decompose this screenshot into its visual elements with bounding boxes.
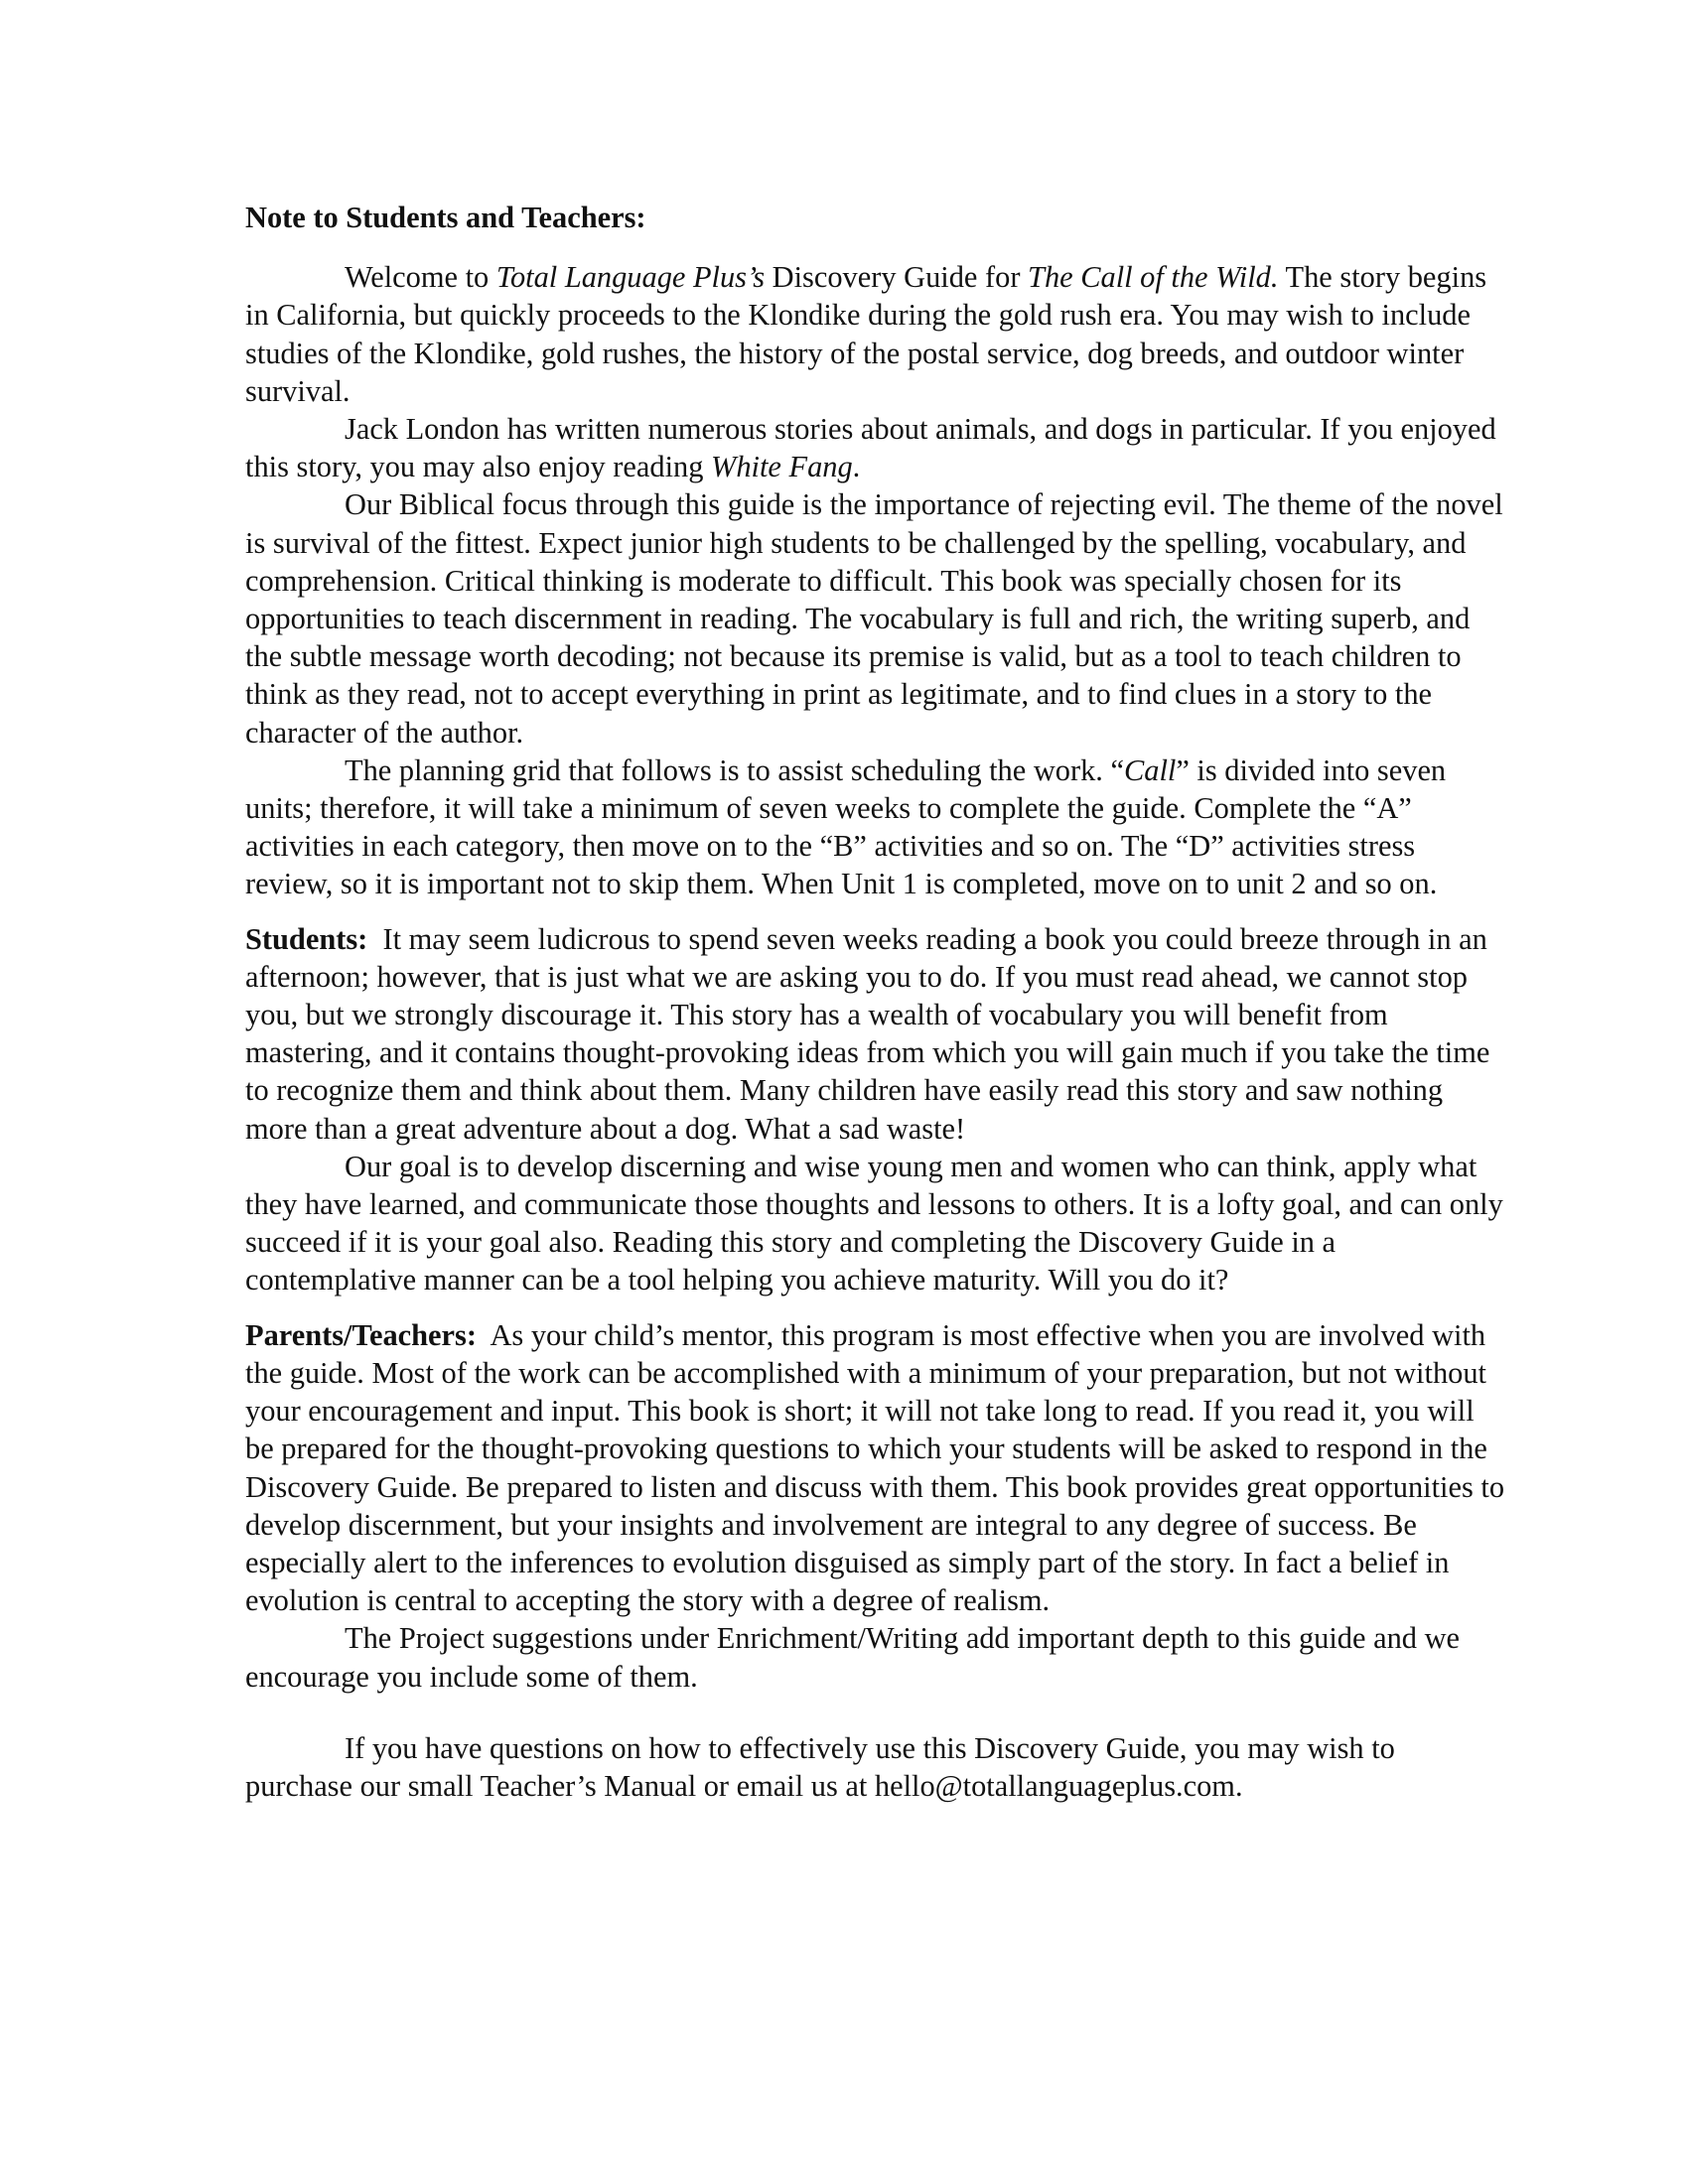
white-fang-title: White Fang [711,450,853,484]
book-title: The Call of the Wild. [1028,260,1279,295]
parents-label: Parents/Teachers: [245,1317,477,1352]
intro-paragraph-planning [245,751,1506,903]
planning-text: The planning grid that follows is to assist scheduling the work. “ [345,752,1124,787]
students-paragraph [245,920,1506,1148]
publisher-name: Total Language Plus’s [495,260,766,295]
page-heading: Note to Students and Teachers: [245,201,646,234]
parents-text: As your child’s mentor, this program is most effective when you are involved with the guide. Most of the work can be accomplished with a minimum of your preparation, but not without your encouragement and input. This book is short; it will not take long to read. If you read it, you will be prepared for the thought-provoking questions to which your students will be asked to respond in the Discovery Guide. Be prepared to listen and discuss with them. This book provides great opportunities to develop discernment, but your insights and involvement are integral to any degree of success. Be especially alert to the inferences to evolution disguised as simply part of the story. In fact a belief in evolution is central to accepting the story with a degree of realism. [245,1317,1512,1618]
intro-paragraph-welcome [245,258,1506,410]
students-label: Students: [245,921,368,956]
students-goal-paragraph: Our goal is to develop discerning and wise young men and women who can think, apply what they have learned, and communicate those thoughts and lessons to others. It is a lofty goal, and can only succeed if it is your goal also. Reading this story and completing the Discovery Guide in a contemplative manner can be a tool helping you achieve maturity. Will you do it? [245,1149,1503,1297]
london-text-end: . [852,450,861,484]
parents-paragraph [245,1316,1512,1620]
parents-project-paragraph: The Project suggestions under Enrichment/Writing add important depth to this guide and we encourage you include some of them. [245,1621,1460,1694]
welcome-text-2: Discovery Guide for [765,260,1029,295]
closing-paragraph: If you have questions on how to effectively use this Discovery Guide, you may wish to purchase our small Teacher’s Manual or email us at hello@totallanguageplus.com. [245,1730,1395,1803]
welcome-text-3: The story begins in California, but quickly proceeds to the Klondike during the gold rush era. You may wish to include studies of the Klondike, gold rushes, the history of the postal service, dog breeds, and outdoor winter survival. [245,260,1487,408]
planning-text-2: ” is divided into seven units; therefore, it will take a minimum of seven weeks to complete the guide. Complete the “A” activities in each category, then move on to the “B” activities and so on. The “D” activities stress review, so it is important not to skip them. When Unit 1 is completed, move on to unit 2 and so on. [245,752,1447,901]
welcome-text: Welcome to [345,260,496,295]
students-text: It may seem ludicrous to spend seven weeks reading a book you could breeze through in an afternoon; however, that is just what we are asking you to do. If you must read ahead, we cannot stop you, but we strongly discourage it. This story has a wealth of vocabulary you will benefit from mastering, and it contains thought-provoking ideas from which you will gain much if you take the time to recognize them and think about them. Many children have easily read this story and saw nothing more than a great adventure about a dog. What a sad waste! [245,921,1497,1146]
document-page [245,199,1512,1805]
intro-paragraph-focus: Our Biblical focus through this guide is the importance of rejecting evil. The theme of the novel is survival of the fittest. Expect junior high students to be challenged by the spelling, vocabulary, and comprehension. Critical thinking is moderate to difficult. This book was specially chosen for its opportunities to teach discernment in reading. The vocabulary is full and rich, the writing superb, and the subtle message worth decoding; not because its premise is valid, but as a tool to teach children to think as they read, not to accept everything in print as legitimate, and to find clues in a story to the character of the author. [245,487,1503,750]
call-short-title: Call [1123,752,1177,787]
london-text: Jack London has written numerous stories about animals, and dogs in particular. If you enjoyed this story, you may also enjoy reading [245,412,1496,484]
intro-paragraph-london [245,410,1506,485]
